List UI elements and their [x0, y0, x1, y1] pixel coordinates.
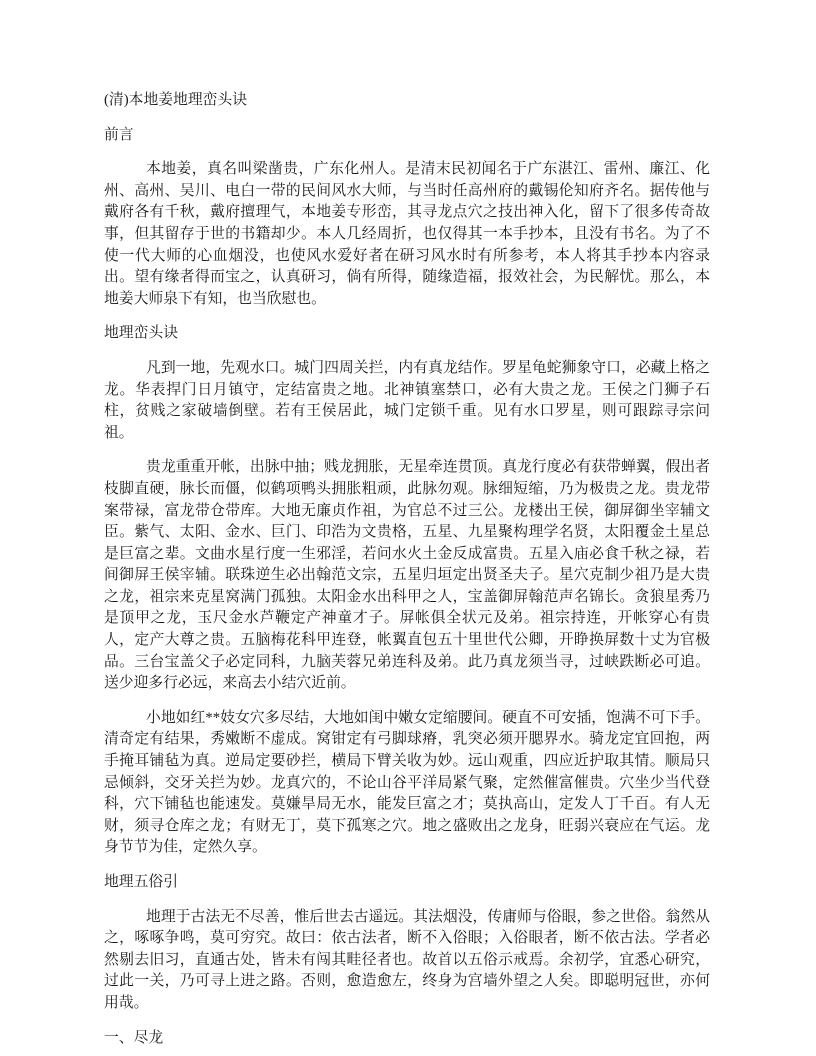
luantou-paragraph-2: 贵龙重重开帐，出脉中抽；贱龙拥胀，无星牵连贯顶。真龙行度必有获带蝉翼，假出者枝脚直硬，脉长而僵，似鹤项鸭头拥胀粗顽，此脉勿观。脉细短缩，乃为极贵之龙。贵龙带案带禄，富龙带仓带库。大地无廉贞作祖，为官总不过三公。龙楼出王侯，御屏御坐宰辅文臣。紫气、太阳、金水、巨门、印浩为文贵格，五星、九星聚构理学名贤，太阳覆金土星总是巨富之辈。文曲水星行度一生邪淫，若问水火土金反成富贵。五星入庙必食千秋之禄，若间御屏王侯宰辅。联珠逆生必出翰范文宗，五星归垣定出贤圣夫子。星穴克制少祖乃是大贵之龙，祖宗来克星窝满门孤独。太阳金水出科甲之人，宝盖御屏翰范声名锦长。贪狼星秀乃是顶甲之龙，玉尺金水芦鞭定产神童才子。屏帐俱全状元及弟。祖宗持连，开帐穿心有贵人，定产大尊之贵。五脑梅花科甲连登，帐翼直包五十里世代公卿，开睁换屏数十丈为官极品。三台宝盖父子必定同科，九脑芙蓉兄弟连科及弟。此乃真龙须当寻，过峡跌断必可追。送少迎多行必远，来高去小结穴近前。: [104, 459, 710, 692]
luantou-section-heading: 地理峦头诀: [104, 325, 178, 342]
wusu-paragraph: 地理于古法无不尽善，惟后世去古遥远。其法烟没，传庸师与俗眼，参之世俗。翁然从之，啄啄争鸣，莫可穷究。故曰：依古法者，断不入俗眼；入俗眼者，断不依古法。学者必然剔去旧习，直通古处，皆未有闯其畦径者也。故首以五俗示戒焉。余初学，宜悉心研究，过此一关，乃可寻上进之路。否则，愈造愈左，终身为宫墙外望之人矣。即聪明冠世，亦何用哉。: [104, 908, 710, 1011]
luantou-paragraph-3: 小地如红**妓女穴多尽结，大地如闺中嫩女定缩腰间。硬直不可安插，饱满不可下手。清奇定有结果，秀嫩断不虚成。窝钳定有弓脚球瘠，乳突必须开腮界水。骑龙定宜回抱，两手掩耳铺毡为真。逆局定要砂拦，横局下臂关收为妙。远山观重，四应近护取其情。顺局只忌倾斜，交牙关拦为妙。龙真穴的，不论山谷平洋局紧气聚，定然催富催贵。穴坐少当代登科，穴下铺毡也能速发。莫嫌旱局无水，能发巨富之才；莫执高山，定发人丁千百。有人无财，须寻仓库之龙；有财无丁，莫下孤寒之穴。地之盛败出之龙身，旺弱兴衰应在气运。龙身节节为佳，定然久享。: [104, 709, 710, 856]
document-title: (清)本地姜地理峦头诀: [104, 92, 248, 108]
preface-paragraph: 本地姜，真名叫梁凿贵，广东化州人。是清末民初闻名于广东湛江、雷州、廉江、化州、高州、吴川、电白一带的民间风水大师，与当时任高州府的戴锡伦知府齐名。据传他与戴府各有千秋，戴府擅理气，本地姜专形峦，其寻龙点穴之技出神入化，留下了很多传奇故事，但其留存于世的书籍却少。本人几经周折，也仅得其一本手抄本，且没有书名。为了不使一代大师的心血烟没，也使风水爱好者在研习风水时有所参考，本人将其手抄本内容录出。望有缘者得而宝之，认真研习，倘有所得，随缘造福，报效社会，为民解忧。那么，本地姜大师泉下有知，也当欣慰也。: [104, 161, 710, 307]
luantou-paragraph-1: 凡到一地，先观水口。城门四周关拦，内有真龙结作。罗星龟蛇狮象守口，必藏上格之龙。华表捍门日月镇守，定结富贵之地。北神镇塞禁口，必有大贵之龙。王侯之门狮子石柱，贫贱之家破墙倒壁。若有王侯居此，城门定锁千重。见有水口罗星，则可跟踪寻宗问祖。: [104, 359, 710, 441]
next-section-heading: 一、尽龙: [104, 1029, 164, 1046]
preface-heading: 前言: [104, 126, 134, 143]
wusu-section-heading: 地理五俗引: [104, 874, 178, 890]
